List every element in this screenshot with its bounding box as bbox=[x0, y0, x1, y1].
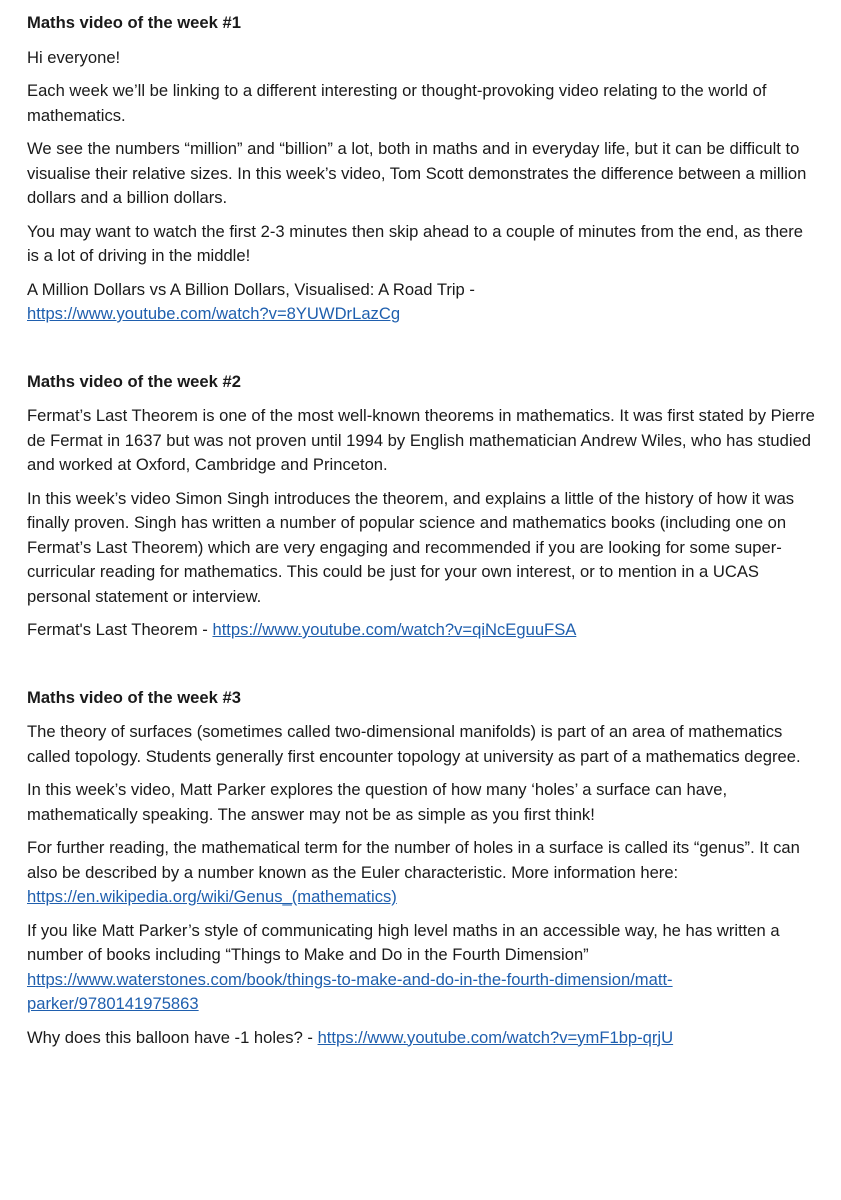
paragraph: Each week we’ll be linking to a different interesting or thought-provoking video relating to the world of mathematics. bbox=[27, 81, 767, 125]
video-reference bbox=[27, 278, 817, 327]
further-reading bbox=[27, 836, 817, 910]
video-link[interactable]: https://www.youtube.com/watch?v=qiNcEguuFSA bbox=[212, 620, 577, 639]
document-page bbox=[27, 11, 817, 1050]
section-week-2 bbox=[27, 370, 817, 643]
waterstones-link[interactable]: https://www.waterstones.com/book/things-to-make-and-do-in-the-fourth-dimension/matt-parker/9780141975863 bbox=[27, 969, 673, 1013]
wikipedia-link[interactable]: https://en.wikipedia.org/wiki/Genus_(mathematics) bbox=[27, 887, 397, 906]
section-heading: Maths video of the week #1 bbox=[27, 13, 241, 32]
paragraph: You may want to watch the first 2-3 minutes then skip ahead to a couple of minutes from the end, as there is a lot of driving in the middle! bbox=[27, 221, 804, 265]
video-label: Fermat's Last Theorem - bbox=[27, 620, 208, 639]
section-week-1 bbox=[27, 11, 817, 327]
video-reference bbox=[27, 618, 817, 643]
video-label: Why does this balloon have -1 holes? - bbox=[27, 1027, 313, 1047]
paragraph: We see the numbers “million” and “billion” a lot, both in maths and in everyday life, but it can be difficult to visualise their relative sizes. In this week’s video, Tom Scott demonstrates the difference between a million dollars and a billion dollars. bbox=[27, 139, 807, 207]
paragraph: The theory of surfaces (sometimes called two-dimensional manifolds) is part of an area of mathematics called topology. Students generally first encounter topology at university as part of a mathematics degree. bbox=[27, 722, 801, 766]
video-link[interactable]: https://www.youtube.com/watch?v=8YUWDrLazCg bbox=[27, 304, 401, 323]
books-recommendation bbox=[27, 919, 817, 1017]
paragraph: In this week’s video Simon Singh introduces the theorem, and explains a little of the history of how it was finally proven. Singh has written a number of popular science and mathematics books (including one on Fermat’s Last Theorem) which are very engaging and recommended if you are looking for some super-curricular reading for mathematics. This could be just for your own interest, or to mention in a UCAS personal statement or interview. bbox=[27, 488, 795, 606]
video-reference bbox=[27, 1026, 817, 1051]
section-heading: Maths video of the week #2 bbox=[27, 371, 241, 391]
section-week-3 bbox=[27, 686, 817, 1051]
paragraph: Hi everyone! bbox=[27, 47, 121, 67]
further-reading-text: For further reading, the mathematical term for the number of holes in a surface is called its “genus”. It can also be described by a number known as the Euler characteristic. More information here: bbox=[27, 838, 800, 882]
video-link[interactable]: https://www.youtube.com/watch?v=ymF1bp-qrjU bbox=[317, 1027, 674, 1047]
books-text: If you like Matt Parker’s style of communicating high level maths in an accessible way, he has written a number of books including “Things to Make and Do in the Fourth Dimension” bbox=[27, 920, 780, 964]
video-label: A Million Dollars vs A Billion Dollars, Visualised: A Road Trip - bbox=[27, 279, 475, 299]
paragraph: In this week’s video, Matt Parker explores the question of how many ‘holes’ a surface can have, mathematically speaking. The answer may not be as simple as you first think! bbox=[27, 780, 728, 824]
paragraph: Fermat’s Last Theorem is one of the most well-known theorems in mathematics. It was first stated by Pierre de Fermat in 1637 but was not proven until 1994 by English mathematician Andrew Wiles, who has studied and worked at Oxford, Cambridge and Princeton. bbox=[27, 406, 815, 474]
section-heading: Maths video of the week #3 bbox=[27, 687, 241, 707]
